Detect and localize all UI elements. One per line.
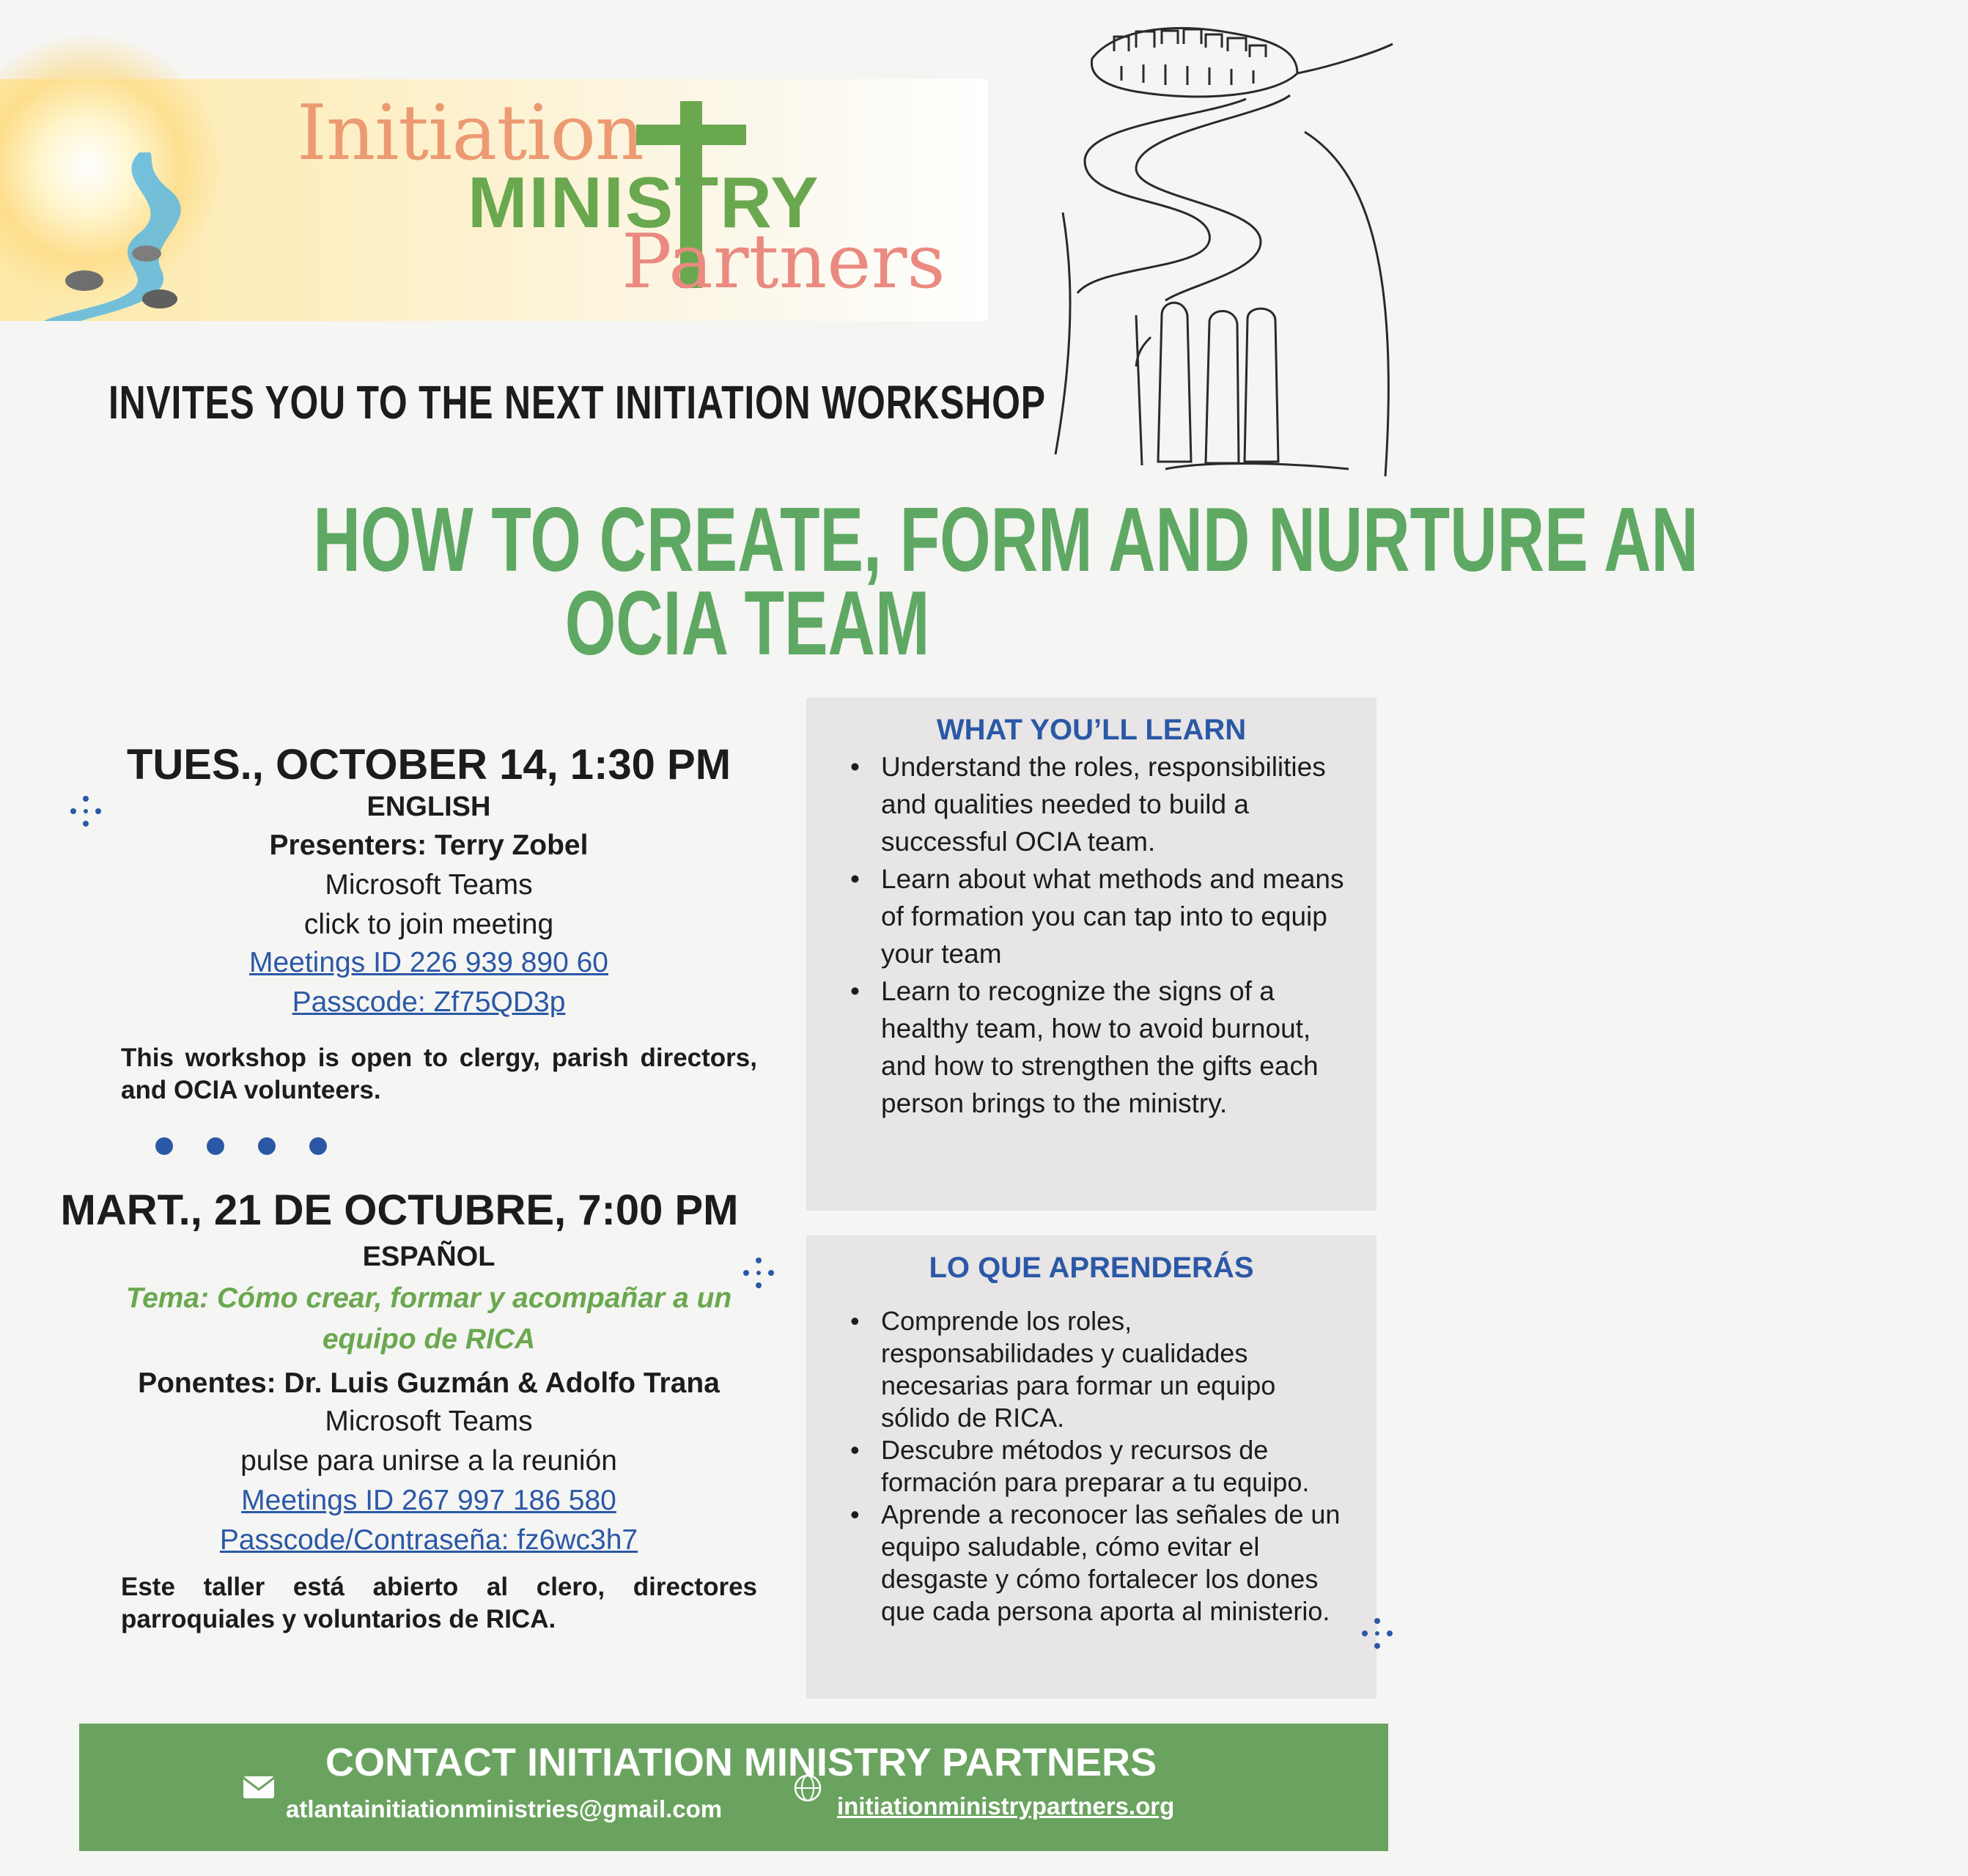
contact-email-link[interactable]: atlantainitiationministries@gmail.com (286, 1795, 723, 1823)
separator-dot (155, 1137, 173, 1155)
list-item: • Learn to recognize the signs of a healthy team, how to avoid burnout, and how to strengthen the gifts each person brings to the ministry. (806, 972, 1355, 1122)
envelope-icon (242, 1775, 276, 1800)
sparkle-icon (740, 1255, 777, 1291)
globe-icon (793, 1773, 822, 1803)
learn-heading-spanish: LO QUE APRENDERÁS (929, 1252, 1254, 1284)
title-line-2: OCIA TEAM (565, 573, 930, 674)
logo-ministry: MINISTRY (468, 162, 820, 243)
workshop-title (44, 490, 1699, 674)
spanish-presenters: Ponentes: Dr. Luis Guzmán & Adolfo Trana (138, 1367, 720, 1399)
separator-dot (207, 1137, 224, 1155)
learn-panel-spanish (806, 1236, 1377, 1699)
english-language: ENGLISH (366, 791, 491, 822)
english-presenters: Presenters: Terry Zobel (269, 830, 589, 861)
pilgrims-illustration (1055, 22, 1404, 491)
list-item: • Aprende a reconocer las señales de un equipo saludable, cómo evitar el desgaste y cómo fortalecer los dones que cada persona aporta al ministerio. (806, 1499, 1347, 1628)
invite-line: INVITES YOU TO THE NEXT INITIATION WORKSHOP (108, 376, 1046, 429)
contact-title: CONTACT INITIATION MINISTRY PARTNERS (325, 1740, 1157, 1784)
sparkle-icon (1359, 1615, 1396, 1652)
spanish-audience: Este taller está abierto al clero, directores parroquiales y voluntarios de RICA. (121, 1573, 757, 1633)
contact-footer (79, 1724, 1388, 1851)
spanish-passcode-link[interactable]: Passcode/Contraseña: fz6wc3h7 (219, 1524, 638, 1556)
title-line-1: HOW TO CREATE, FORM AND NURTURE AN (313, 490, 1699, 591)
spanish-topic-line-2: equipo de RICA (322, 1323, 536, 1355)
english-passcode-link[interactable]: Passcode: Zf75QD3p (292, 986, 566, 1018)
english-audience: This workshop is open to clergy, parish directors, and OCIA volunteers. (121, 1044, 757, 1104)
list-item: • Understand the roles, responsibilities and qualities needed to build a successful OCIA team. (806, 748, 1355, 860)
sparkle-icon (67, 793, 104, 830)
logo-partners: Partners (622, 218, 946, 306)
english-datetime: TUES., OCTOBER 14, 1:30 PM (126, 741, 731, 789)
logo-banner (0, 79, 988, 321)
spanish-join-text: pulse para unirse a la reunión (240, 1445, 617, 1477)
english-platform: Microsoft Teams (325, 869, 533, 901)
learn-list-english (806, 748, 1377, 1122)
logo-initiation: Initiation (297, 88, 644, 177)
spanish-topic-line-1: Tema: Cómo crear, formar y acompañar a un (125, 1282, 732, 1314)
website-link[interactable]: initiationministrypartners.org (837, 1792, 1175, 1820)
list-item: • Learn about what methods and means of formation you can tap into to equip your team (806, 860, 1355, 972)
separator-dot (258, 1137, 276, 1155)
english-meeting-id-link[interactable]: Meetings ID 226 939 890 60 (248, 947, 608, 978)
list-item: • Comprende los roles, responsabilidades y cualidades necesarias para formar un equipo sólido de RICA. (806, 1305, 1347, 1434)
learn-panel-english (806, 698, 1377, 1211)
river-icon (29, 152, 205, 321)
separator-dot (309, 1137, 327, 1155)
spanish-datetime: MART., 21 DE OCTUBRE, 7:00 PM (60, 1186, 739, 1234)
spanish-language: ESPAÑOL (362, 1241, 495, 1272)
list-item: • Descubre métodos y recursos de formación para preparar a tu equipo. (806, 1434, 1347, 1499)
spanish-platform: Microsoft Teams (325, 1406, 533, 1437)
spanish-meeting-id-link[interactable]: Meetings ID 267 997 186 580 (241, 1485, 616, 1516)
learn-list-spanish (806, 1305, 1377, 1628)
learn-heading-english: WHAT YOU’LL LEARN (936, 714, 1247, 746)
english-join-text: click to join meeting (303, 909, 554, 940)
cross-bar (636, 125, 746, 145)
